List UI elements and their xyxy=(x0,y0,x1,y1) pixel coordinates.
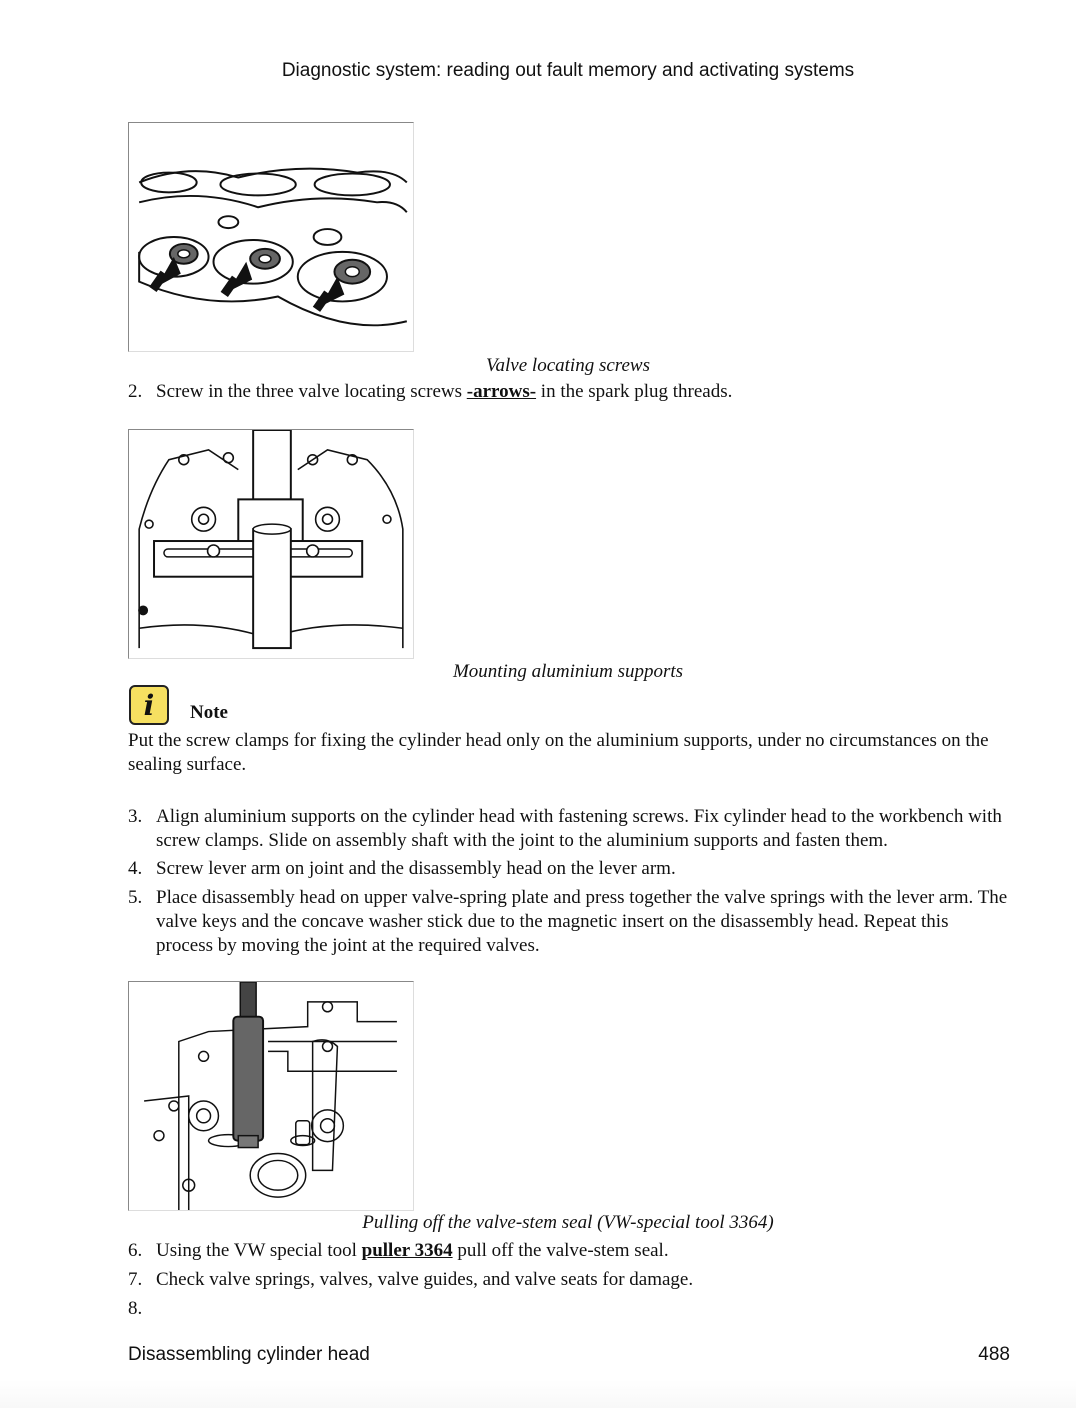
step-6 xyxy=(128,1239,1008,1263)
cylinder-head-valve-screws-illustration xyxy=(129,123,413,351)
step-text: Check valve springs, valves, valve guides, and valve seats for damage. xyxy=(156,1269,694,1290)
aluminium-supports-illustration xyxy=(129,430,413,658)
step-number: 4. xyxy=(128,858,143,879)
page-header: Diagnostic system: reading out fault memory and activating systems xyxy=(281,60,855,81)
step-text: in the spark plug threads. xyxy=(536,381,733,402)
figure-caption: Valve locating screws xyxy=(486,355,650,376)
step-5 xyxy=(128,886,1008,958)
puller-3364-link[interactable]: puller 3364 xyxy=(361,1240,453,1261)
step-3 xyxy=(128,805,1008,853)
step-number: 3. xyxy=(128,806,143,827)
footer-section-title: Disassembling cylinder head xyxy=(128,1344,370,1365)
step-2 xyxy=(128,380,1008,404)
info-icon: i xyxy=(129,685,169,725)
step-text: Align aluminium supports on the cylinder head with fastening screws. Fix cylinder head to the workbench with screw clamps. Slide on assembly shaft with the joint to the aluminium supports and fasten them. xyxy=(156,806,1002,851)
figure-caption: Mounting aluminium supports xyxy=(452,661,684,682)
step-text: Place disassembly head on upper valve-spring plate and press together the valve springs with the lever arm. The valve keys and the concave washer stick due to the magnetic insert on the disassembly head. Repeat this process by moving the joint at the required valves. xyxy=(156,887,1008,956)
step-text: Using the VW special tool xyxy=(156,1240,362,1261)
note-text: Put the screw clamps for fixing the cylinder head only on the aluminium supports, under no circumstances on the sealing surface. xyxy=(128,730,989,775)
step-number: 7. xyxy=(128,1269,143,1290)
step-text: Screw in the three valve locating screws xyxy=(156,381,467,402)
step-7 xyxy=(128,1268,1008,1292)
step-text: pull off the valve-stem seal. xyxy=(452,1240,669,1261)
step-8 xyxy=(128,1297,1008,1321)
arrows-link[interactable]: -arrows- xyxy=(466,381,537,402)
step-text: Screw lever arm on joint and the disassembly head on the lever arm. xyxy=(156,858,676,879)
note-title: Note xyxy=(190,702,228,723)
figure-caption: Pulling off the valve-stem seal (VW-special tool 3364) xyxy=(362,1212,774,1233)
step-number: 2. xyxy=(128,381,143,402)
figure-valve-locating-screws xyxy=(128,122,414,352)
valve-stem-seal-puller-illustration xyxy=(129,982,413,1210)
step-number: 8. xyxy=(128,1298,143,1319)
step-text xyxy=(156,1297,1008,1321)
step-number: 5. xyxy=(128,887,143,908)
figure-aluminium-supports xyxy=(128,429,414,659)
step-number: 6. xyxy=(128,1240,143,1261)
step-4 xyxy=(128,857,1008,881)
page-number: 488 xyxy=(978,1344,1010,1365)
figure-valve-stem-seal xyxy=(128,981,414,1211)
